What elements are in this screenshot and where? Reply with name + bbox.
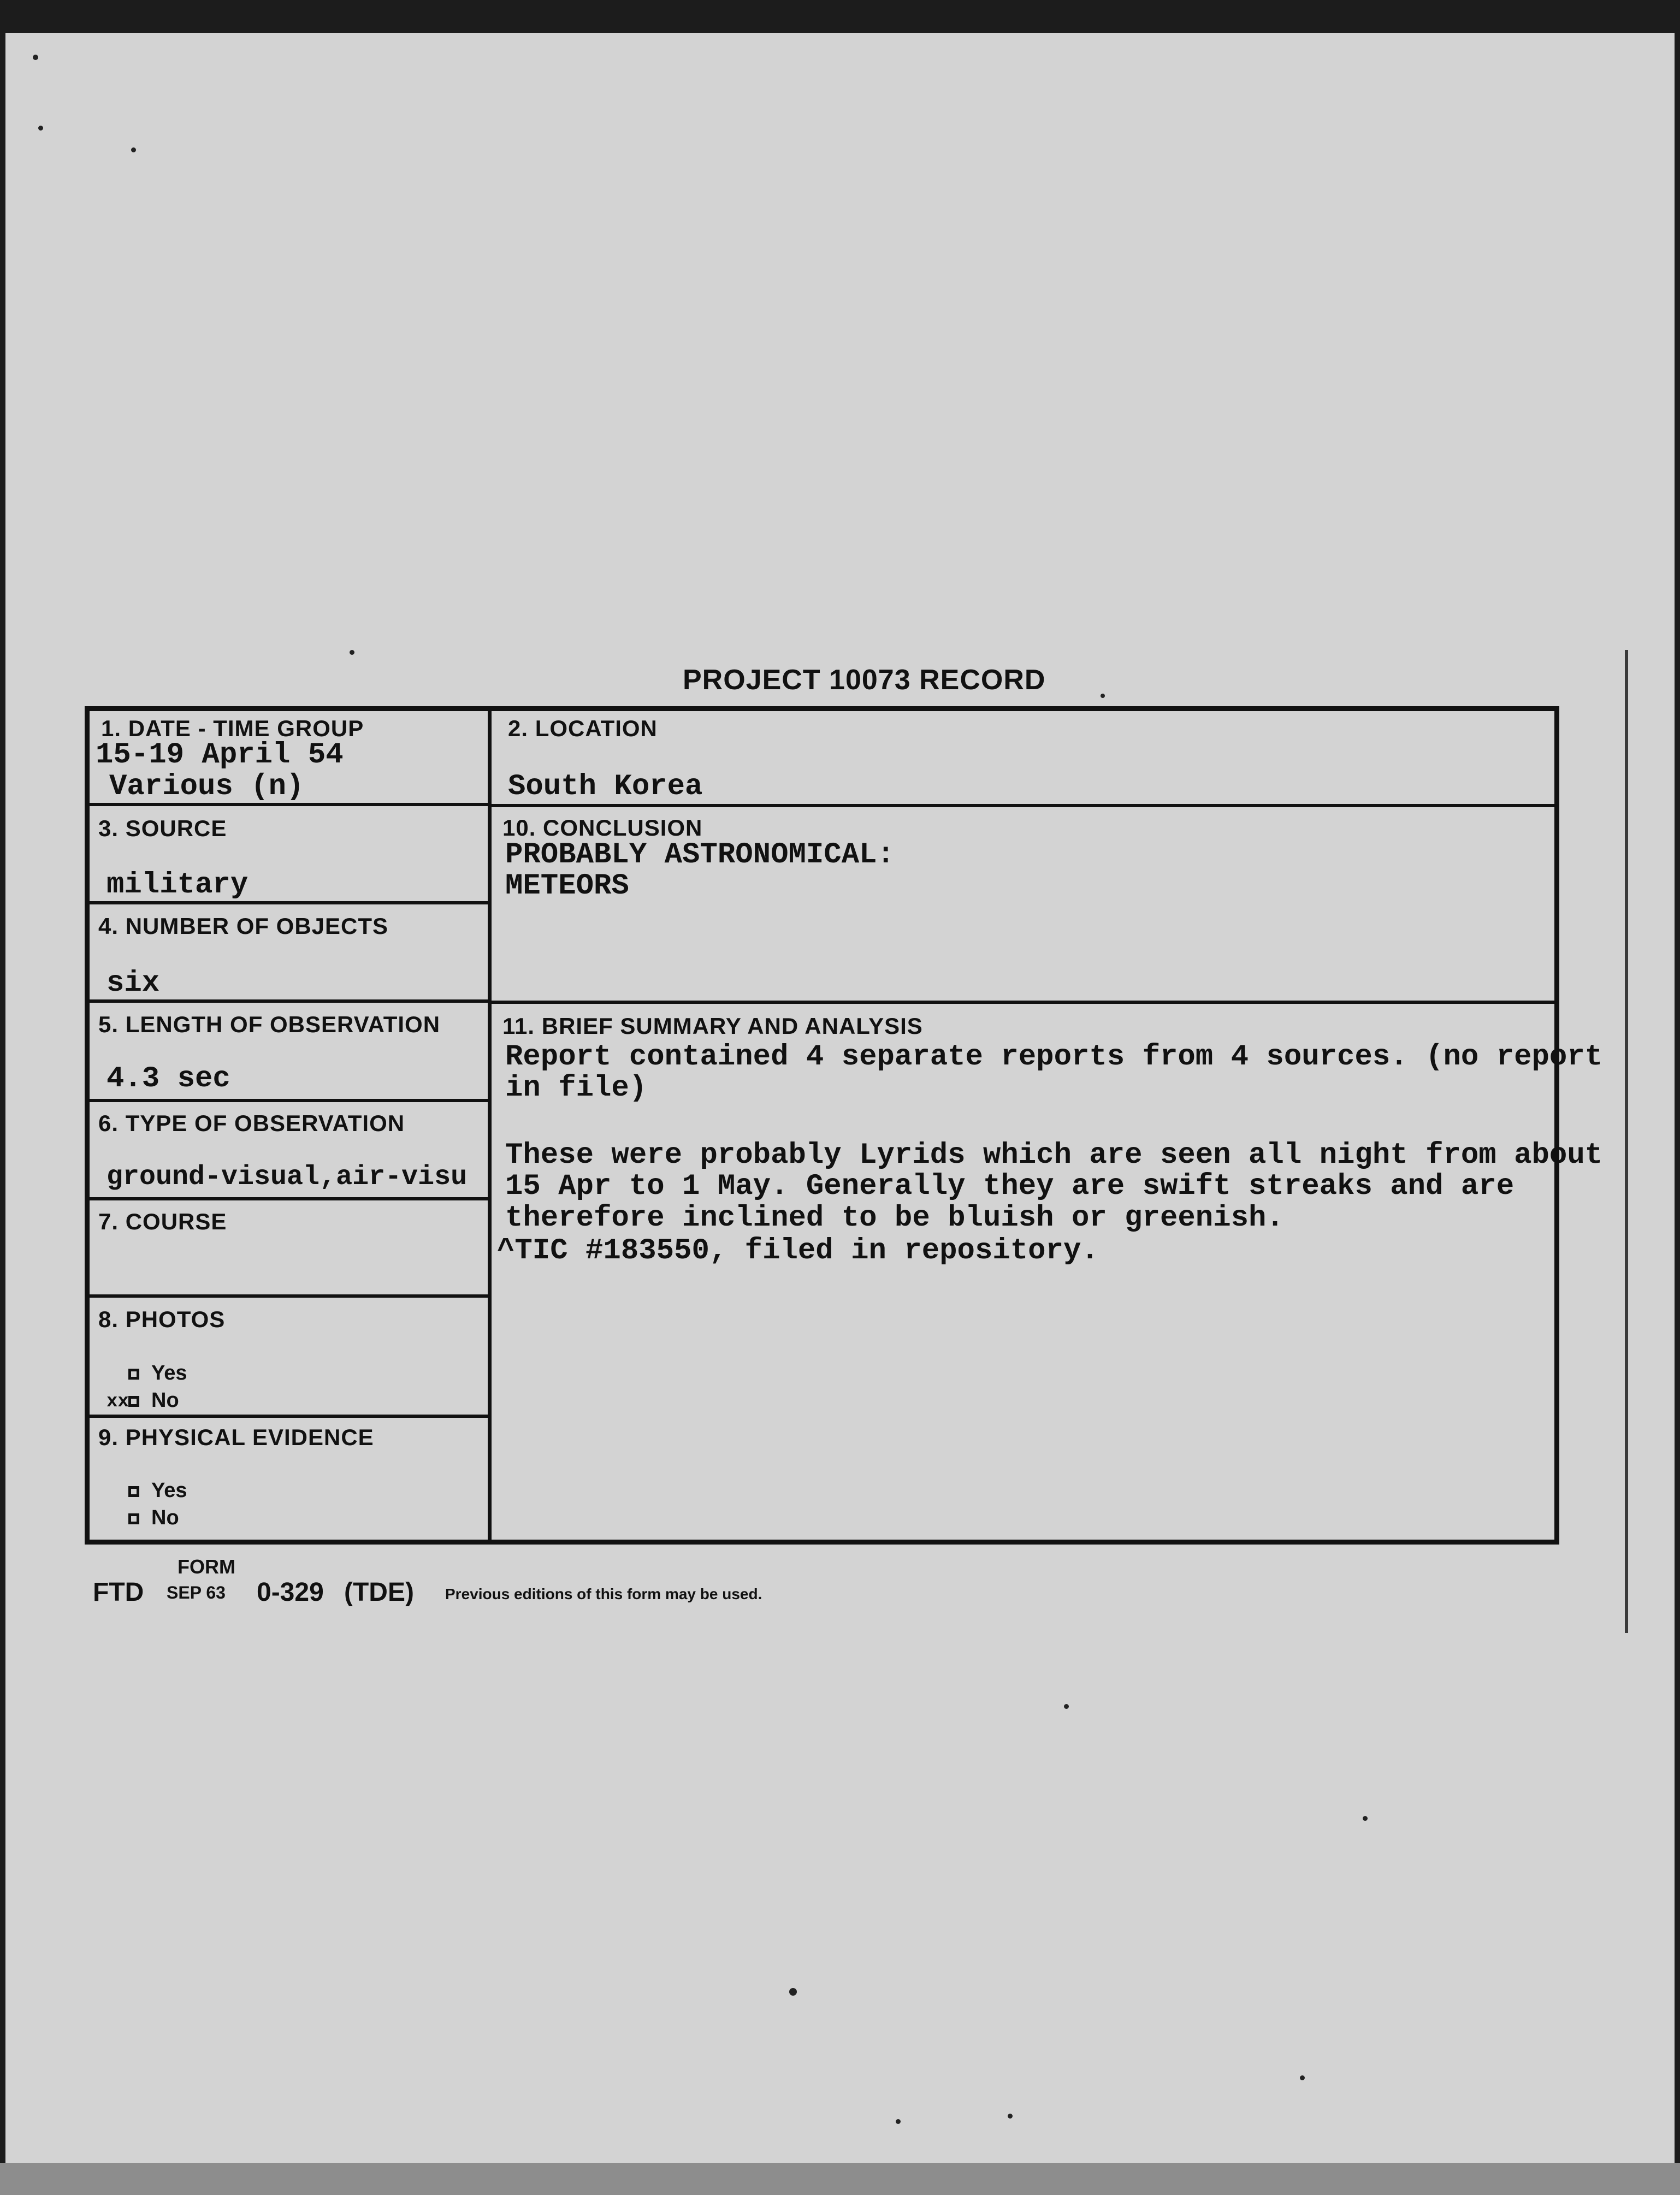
scan-speck (1101, 694, 1105, 698)
date-time-group-label: 1. DATE - TIME GROUP (101, 715, 364, 741)
row-divider (85, 1197, 490, 1200)
photos-no-option: No (128, 1389, 179, 1412)
row-divider (85, 1099, 490, 1102)
scan-speck (38, 126, 43, 131)
conclusion-label: 10. CONCLUSION (502, 815, 703, 841)
location-label: 2. LOCATION (508, 715, 658, 741)
summary-line: ^TIC #183550, filed in repository. (497, 1234, 1099, 1268)
time-value: Various (n) (109, 770, 304, 803)
footer-ftd: FTD (93, 1578, 144, 1607)
footer-date-code: SEP 63 (167, 1583, 226, 1602)
footer-form-word: FORM (178, 1555, 235, 1578)
scan-speck (1300, 2075, 1305, 2080)
footer-note: Previous editions of this form may be used. (445, 1585, 762, 1602)
form-title: PROJECT 10073 RECORD (683, 664, 1046, 696)
location-value: South Korea (508, 770, 703, 803)
conclusion-value-line2: METEORS (505, 869, 629, 903)
row-divider (488, 1001, 1559, 1004)
summary-line: Report contained 4 separate reports from 4 sources. (no report (505, 1040, 1603, 1074)
scan-speck (131, 147, 136, 152)
scan-speck (1008, 2114, 1013, 2119)
conclusion-value-line1: PROBABLY ASTRONOMICAL: (505, 838, 895, 872)
scan-speck (350, 650, 354, 655)
checkbox-icon (128, 1513, 139, 1524)
scan-speck (1064, 1704, 1069, 1709)
photos-yes-option: Yes (128, 1362, 187, 1385)
footer-form-number: 0-329 (257, 1578, 324, 1607)
source-value: military (107, 868, 249, 902)
summary-line: These were probably Lyrids which are seen all night from about (505, 1139, 1603, 1172)
type-of-observation-value: ground-visual,air-visu (107, 1162, 468, 1193)
physical-evidence-yes-option: Yes (128, 1479, 187, 1502)
row-divider (85, 1294, 490, 1298)
number-of-objects-label: 4. NUMBER OF OBJECTS (98, 913, 389, 939)
type-of-observation-label: 6. TYPE OF OBSERVATION (98, 1110, 405, 1136)
length-of-observation-label: 5. LENGTH OF OBSERVATION (98, 1011, 441, 1037)
scan-speck (789, 1988, 797, 1996)
summary-line: therefore inclined to be bluish or greenish. (505, 1202, 1284, 1235)
physical-evidence-no-option: No (128, 1506, 179, 1530)
summary-line: in file) (505, 1072, 647, 1105)
checkbox-icon (128, 1369, 139, 1380)
scan-speck (896, 2119, 901, 2124)
scan-speck (33, 55, 38, 60)
photos-no-check-mark: xx (107, 1392, 129, 1412)
date-value: 15-19 April 54 (96, 738, 344, 772)
row-divider (85, 1415, 490, 1418)
number-of-objects-value: six (107, 967, 160, 1000)
checkbox-icon (128, 1486, 139, 1497)
checkbox-icon (128, 1396, 139, 1407)
footer-org: (TDE) (344, 1578, 414, 1607)
scan-bottom-band (0, 2163, 1680, 2195)
form-column-divider (488, 706, 492, 1545)
photos-label: 8. PHOTOS (98, 1306, 226, 1332)
course-label: 7. COURSE (98, 1209, 227, 1234)
summary-label: 11. BRIEF SUMMARY AND ANALYSIS (502, 1013, 923, 1039)
page-edge-line (1625, 650, 1628, 1633)
scan-speck (1363, 1816, 1368, 1821)
physical-evidence-label: 9. PHYSICAL EVIDENCE (98, 1424, 374, 1450)
length-of-observation-value: 4.3 sec (107, 1062, 230, 1096)
source-label: 3. SOURCE (98, 815, 227, 841)
row-divider (488, 804, 1559, 807)
summary-line: 15 Apr to 1 May. Generally they are swift streaks and are (505, 1170, 1515, 1203)
